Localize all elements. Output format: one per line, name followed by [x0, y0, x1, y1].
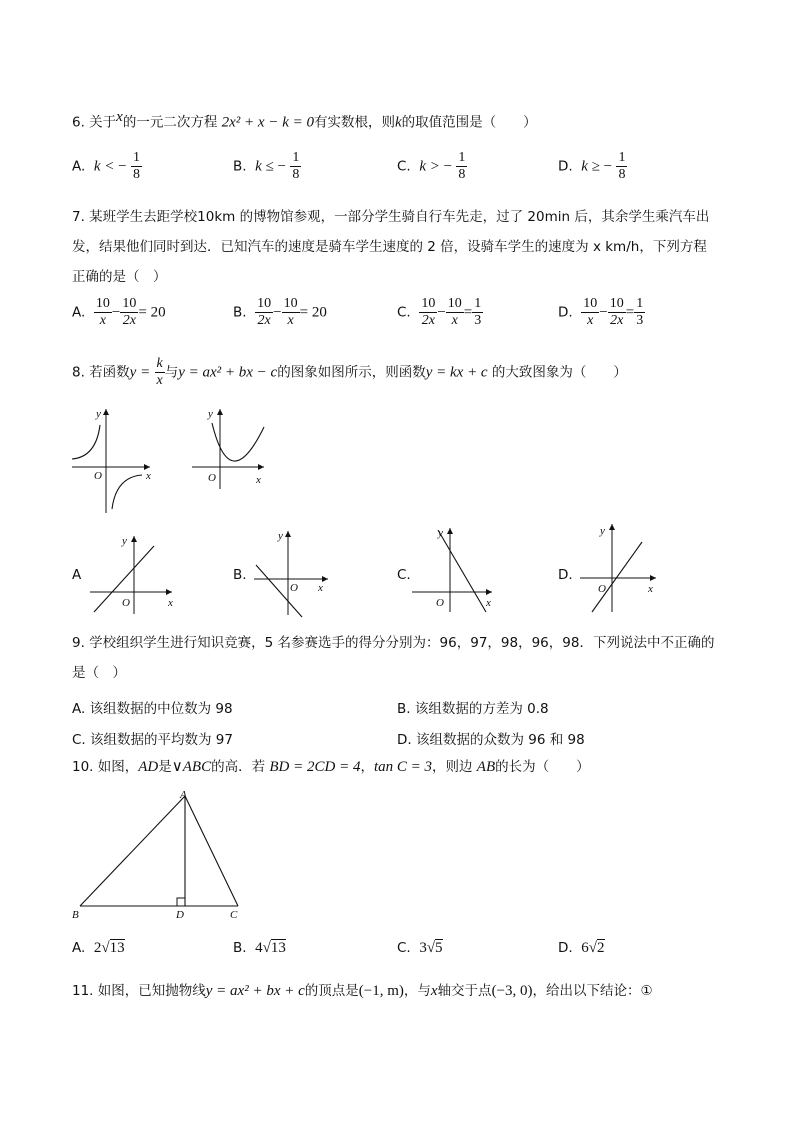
numerator: 1	[132, 150, 140, 165]
q7-option-c[interactable]: C. $\frac{10}{2x}$ − $\frac{10}{x}$ = $\frac{1}{3}$	[397, 296, 482, 328]
q10-stem	[72, 758, 590, 776]
q6-text: 6. 关于	[72, 114, 117, 131]
denominator: 8	[458, 167, 466, 182]
origin-label: O	[290, 582, 298, 594]
numerator: 10	[609, 296, 624, 311]
option-label: B.	[233, 304, 247, 321]
q6-text: 的一元二次方程	[122, 114, 218, 131]
axis-y-label: y	[122, 535, 127, 547]
q10-triangle: ∨ABC	[171, 759, 212, 775]
side-ac	[185, 796, 238, 906]
y-axis-arrow	[285, 531, 291, 537]
y-axis-arrow	[217, 409, 223, 415]
denominator: 3	[474, 313, 482, 328]
numerator: 1	[292, 150, 300, 165]
q10-text: 10. 如图，	[72, 759, 139, 775]
x-axis-arrow	[650, 575, 656, 581]
q9-stem-line1: 9. 学校组织学生进行知识竞赛，5 名参赛选手的得分分别为：96，97，98，96，98．下列说法中不正确的	[72, 635, 715, 651]
q7-option-d[interactable]: D. $\frac{10}{x}$ − $\frac{10}{2x}$ = $\frac{1}{3}$	[558, 296, 644, 328]
axis-x-label: x	[146, 470, 151, 482]
option-label: B.	[233, 940, 247, 956]
hyperbola-branch	[112, 475, 142, 509]
q9-option-b[interactable]	[397, 697, 549, 717]
q8-option-b-graph[interactable]	[252, 525, 337, 620]
q6-text: 的取值范围是（ ）	[401, 114, 537, 131]
option-text: 该组数据的方差为 0.8	[414, 701, 549, 717]
q8-text: 的图象如图所示，则函数	[277, 364, 426, 381]
axis-y-label: y	[438, 527, 443, 539]
y-axis-arrow	[609, 524, 615, 530]
denominator: x	[451, 313, 458, 328]
denominator: 8	[292, 167, 300, 182]
q11-text: ，与	[403, 983, 431, 999]
numerator: 10	[421, 296, 436, 311]
fraction	[472, 296, 483, 329]
radicand: 13	[270, 940, 286, 956]
q6-option-b[interactable]: B. k ≤ − $\frac{1}{8}$	[233, 150, 300, 182]
fraction	[634, 296, 645, 329]
sqrt-icon: √	[101, 940, 110, 956]
q11-text: 轴交于点	[437, 983, 492, 999]
fraction	[608, 296, 626, 329]
linear-function-line	[592, 542, 642, 612]
numerator: 10	[122, 296, 137, 311]
q10-tan: tan C = 3	[373, 759, 432, 775]
radicand: 2	[597, 940, 605, 956]
q9-option-d[interactable]	[397, 728, 585, 748]
q7-option-b[interactable]: B. $\frac{10}{2x}$ − $\frac{10}{x}$ = 20	[233, 296, 327, 328]
denominator: x	[587, 313, 594, 328]
axis-y-label: y	[600, 525, 605, 537]
q8-y-eq: y =	[129, 364, 151, 381]
option-label: D.	[558, 158, 573, 175]
fraction	[255, 296, 273, 329]
axis-x-label: x	[486, 597, 491, 609]
denominator: 8	[618, 167, 626, 182]
fraction	[581, 296, 599, 329]
axis-x-label: x	[256, 474, 261, 486]
q8-stem	[72, 356, 627, 389]
fraction	[419, 296, 437, 329]
numerator: 10	[257, 296, 272, 311]
q7-stem-line3: 正确的是（ ）	[72, 269, 167, 285]
q7-stem-line2: 发，结果他们同时到达．已知汽车的速度是骑车学生速度的 2 倍，设骑车学生的速度为 x km/h，下列方程	[72, 239, 707, 255]
origin-label: O	[598, 583, 606, 595]
q8-option-d-label[interactable]: D.	[558, 567, 573, 583]
option-label: A.	[72, 158, 86, 175]
fraction	[616, 150, 627, 183]
q10-option-a[interactable]	[72, 940, 125, 957]
denominator: 2x	[610, 313, 624, 328]
q11-x: x	[430, 983, 438, 999]
q6-option-d[interactable]: D. k ≥ − $\frac{1}{8}$	[558, 150, 626, 182]
q10-ab: AB	[476, 759, 496, 775]
q6-stem	[72, 108, 537, 132]
option-label: A.	[72, 701, 86, 717]
radicand: 13	[109, 940, 125, 956]
option-text: 该组数据的众数为 96 和 98	[415, 732, 585, 748]
numerator: 10	[95, 296, 110, 311]
option-label: C.	[72, 732, 86, 748]
q10-triangle-figure	[70, 788, 250, 923]
numerator: k	[156, 356, 163, 371]
q8-text: 8. 若函数	[72, 364, 130, 381]
option-label: B.	[397, 701, 411, 717]
hyperbola-branch	[72, 425, 100, 459]
q10-text: ，	[360, 759, 374, 775]
q8-equation-3: y = kx + c	[425, 364, 488, 381]
axis-y-label: y	[96, 408, 101, 420]
fraction	[155, 356, 165, 389]
q6-text: 有实数根，则	[313, 114, 395, 131]
rhs: = 20	[138, 304, 166, 321]
q10-text: ，则边	[432, 759, 473, 775]
fraction	[290, 150, 301, 183]
numerator: 1	[458, 150, 466, 165]
q11-text: 的顶点是	[304, 983, 359, 999]
denominator: 2x	[421, 313, 435, 328]
fraction	[120, 296, 138, 329]
x-axis-arrow	[322, 576, 328, 582]
point-d-label: D	[176, 909, 184, 921]
q6-option-a[interactable]: A. k < − $\frac{1}{8}$	[72, 150, 140, 182]
option-label: D.	[558, 304, 573, 321]
denominator: 3	[636, 313, 644, 328]
q8-option-c-label[interactable]: C.	[397, 567, 411, 583]
q6-var-x: x	[116, 109, 123, 125]
denominator: x	[156, 373, 163, 388]
q8-option-d-graph[interactable]	[578, 520, 663, 615]
q10-option-b[interactable]	[233, 940, 286, 957]
sqrt-icon: √	[426, 940, 436, 956]
q11-vertex: (−1, m)	[358, 983, 404, 999]
option-rel: k <	[93, 158, 115, 175]
fraction	[131, 150, 142, 183]
q8-text: 的大致图象为（ ）	[491, 364, 627, 381]
numerator: 1	[474, 296, 482, 311]
option-rel: k ≥	[581, 158, 600, 175]
q11-stem	[72, 982, 653, 1000]
axis-y-label: y	[278, 530, 283, 542]
x-axis-arrow	[166, 589, 172, 595]
option-label: D.	[397, 732, 412, 748]
q7-option-a[interactable]: A. $\frac{10}{x}$ − $\frac{10}{2x}$ = 20	[72, 296, 166, 328]
denominator: x	[99, 313, 106, 328]
origin-label: O	[122, 597, 130, 609]
option-label: D.	[558, 940, 573, 956]
vertex-c-label: C	[230, 909, 238, 921]
denominator: 2x	[257, 313, 271, 328]
q9-stem-line2: 是（ ）	[72, 665, 126, 681]
fraction	[446, 296, 464, 329]
q8-hyperbola-graph	[70, 405, 155, 515]
vertex-b-label: B	[72, 909, 79, 921]
x-axis-arrow	[486, 589, 492, 595]
q8-option-c-graph[interactable]	[410, 522, 500, 614]
q10-text: 是	[158, 759, 172, 775]
q10-text: 的高．若	[211, 759, 266, 775]
option-text: 该组数据的中位数为 98	[89, 701, 233, 717]
q9-option-c[interactable]	[72, 728, 233, 748]
option-text: 该组数据的平均数为 97	[90, 732, 233, 748]
sqrt-icon: √	[262, 940, 271, 956]
coefficient: 6	[581, 940, 589, 956]
sqrt-icon: √	[588, 940, 598, 956]
linear-function-line	[438, 530, 486, 612]
option-rel: k >	[419, 158, 440, 175]
y-axis-arrow	[447, 528, 453, 534]
fraction	[282, 296, 300, 329]
option-label: B.	[233, 158, 247, 175]
side-ab	[80, 796, 185, 906]
coefficient: 4	[255, 940, 263, 956]
y-axis-arrow	[131, 536, 137, 542]
option-label: A.	[72, 940, 86, 956]
axis-x-label: x	[318, 582, 323, 594]
q10-condition: BD = 2CD = 4	[269, 759, 361, 775]
fraction	[94, 296, 112, 329]
right-angle-mark	[177, 898, 185, 906]
denominator: x	[287, 313, 294, 328]
option-rel: k ≤	[255, 158, 274, 175]
q10-option-d[interactable]	[558, 940, 605, 957]
q8-parabola-graph	[190, 405, 275, 495]
fraction	[456, 150, 467, 183]
rhs: = 20	[299, 304, 327, 321]
coefficient: 2	[93, 940, 102, 956]
q10-text: 的长为（ ）	[495, 759, 590, 775]
q10-option-c[interactable]	[397, 940, 443, 957]
numerator: 10	[447, 296, 462, 311]
q10-ad: AD	[138, 759, 159, 775]
denominator: 2x	[122, 313, 136, 328]
q8-text: 与	[164, 364, 179, 381]
option-label: A.	[72, 304, 86, 321]
axis-x-label: x	[648, 583, 653, 595]
radicand: 5	[435, 940, 443, 956]
q8-equation-2: y = ax² + bx − c	[178, 364, 278, 381]
numerator: 1	[618, 150, 626, 165]
numerator: 10	[283, 296, 298, 311]
origin-label: O	[94, 470, 102, 482]
origin-label: O	[436, 597, 444, 609]
q9-option-a[interactable]	[72, 697, 233, 717]
q6-option-c[interactable]: C. k > − $\frac{1}{8}$	[397, 150, 466, 182]
axis-y-label: y	[208, 408, 213, 420]
x-axis-arrow	[258, 464, 264, 470]
y-axis-arrow	[103, 409, 109, 415]
q7-stem-line1: 7. 某班学生去距学校10km 的博物馆参观，一部分学生骑自行车先走，过了 20min 后，其余学生乘汽车出	[72, 209, 710, 225]
q11-equation: y = ax² + bx + c	[205, 983, 305, 999]
q8-option-a-label[interactable]: A	[72, 567, 82, 583]
vertex-a-label: A	[180, 789, 187, 801]
coefficient: 3	[419, 940, 427, 956]
q11-text: ，给出以下结论：①	[532, 983, 653, 999]
q8-option-a-graph[interactable]	[88, 530, 183, 615]
q6-var-k: k	[394, 114, 402, 131]
q8-option-b-label[interactable]: B.	[233, 567, 247, 583]
axis-x-label: x	[168, 597, 173, 609]
q11-point: (−3, 0)	[491, 983, 533, 999]
origin-label: O	[208, 472, 216, 484]
q6-equation: 2x² + x − k = 0	[221, 114, 314, 131]
option-label: C.	[397, 304, 411, 321]
option-label: C.	[397, 158, 411, 175]
option-label: C.	[397, 940, 411, 956]
numerator: 10	[583, 296, 598, 311]
denominator: 8	[132, 167, 140, 182]
q11-text: 11. 如图，已知抛物线	[72, 983, 206, 999]
numerator: 1	[636, 296, 644, 311]
